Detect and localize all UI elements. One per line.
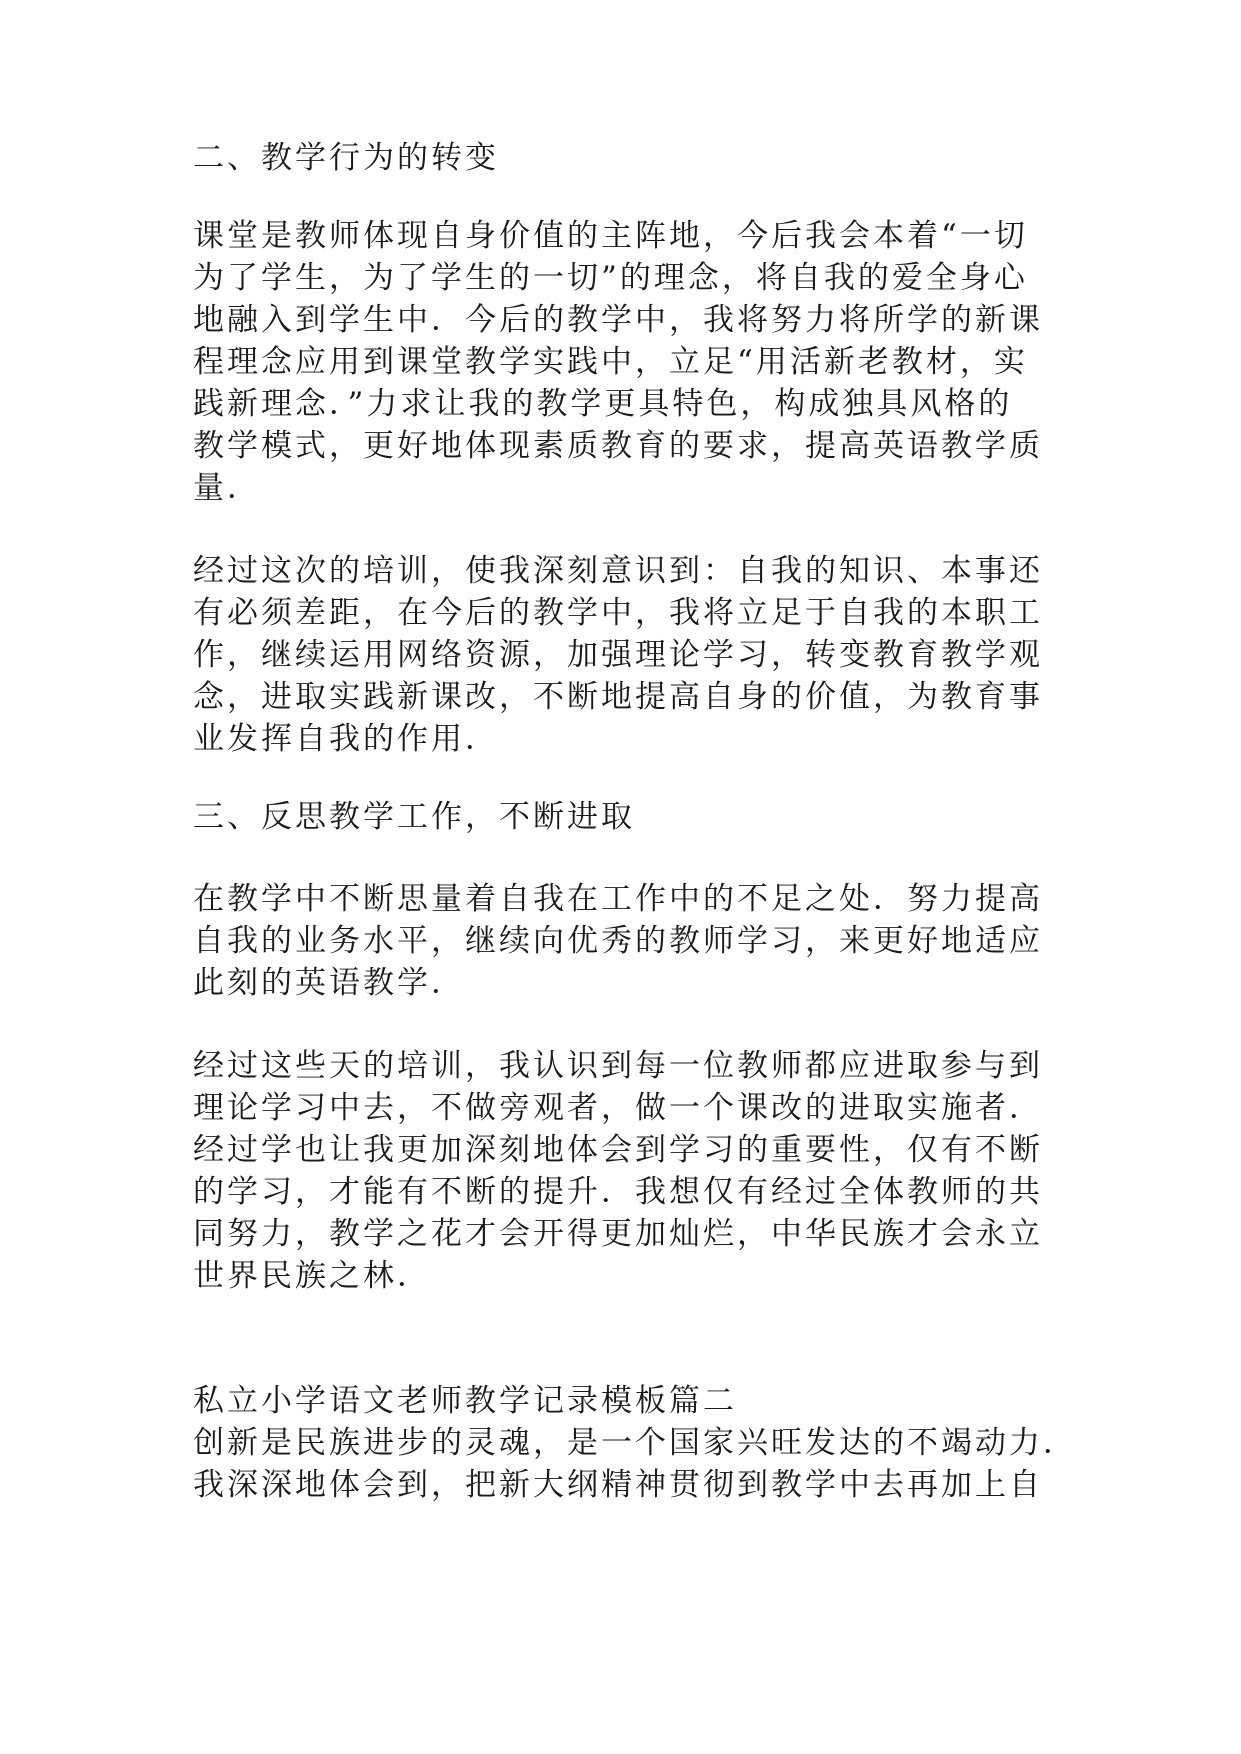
paragraph-line: 经过这些天的培训，我认识到每一位教师都应进取参与到 [193,1048,1043,1084]
paragraph-line: 地融入到学生中．今后的教学中，我将努力将所学的新课 [193,302,1043,338]
paragraph-line: 量． [193,470,261,506]
paragraph-line: 我深深地体会到，把新大纲精神贯彻到教学中去再加上自 [193,1467,1043,1503]
paragraph-line: 有必须差距，在今后的教学中，我将立足于自我的本职工 [193,595,1043,631]
paragraph-line: 同努力，教学之花才会开得更加灿烂，中华民族才会永立 [193,1216,1043,1252]
paragraph-line: 创新是民族进步的灵魂，是一个国家兴旺发达的不竭动力． [193,1425,1077,1461]
paragraph-line: 课堂是教师体现自身价值的主阵地，今后我会本着“一切 [193,218,1028,254]
paragraph-line: 世界民族之林． [193,1258,431,1294]
paragraph-line: 的学习，才能有不断的提升．我想仅有经过全体教师的共 [193,1174,1043,1210]
article-title: 私立小学语文老师教学记录模板篇二 [193,1383,737,1419]
paragraph-line: 为了学生，为了学生的一切”的理念，将自我的爱全身心 [193,260,1028,296]
paragraph-line: 念，进取实践新课改，不断地提高自身的价值，为教育事 [193,679,1043,715]
paragraph-line: 践新理念．”力求让我的教学更具特色，构成独具风格的 [193,386,1013,422]
paragraph-line: 程理念应用到课堂教学实践中，立足“用活新老教材，实 [193,344,1028,380]
paragraph-line: 理论学习中去，不做旁观者，做一个课改的进取实施者． [193,1090,1043,1126]
paragraph-line: 教学模式，更好地体现素质教育的要求，提高英语教学质 [193,428,1043,464]
section-heading: 二、教学行为的转变 [193,140,499,176]
paragraph-line: 在教学中不断思量着自我在工作中的不足之处．努力提高 [193,881,1043,917]
paragraph-line: 业发挥自我的作用． [193,721,499,757]
paragraph-line: 经过学也让我更加深刻地体会到学习的重要性，仅有不断 [193,1132,1043,1168]
paragraph-line: 作，继续运用网络资源，加强理论学习，转变教育教学观 [193,637,1043,673]
paragraph-line: 经过这次的培训，使我深刻意识到：自我的知识、本事还 [193,553,1043,589]
section-heading: 三、反思教学工作，不断进取 [193,799,635,835]
paragraph-line: 自我的业务水平，继续向优秀的教师学习，来更好地适应 [193,923,1043,959]
paragraph-line: 此刻的英语教学． [193,965,465,1001]
